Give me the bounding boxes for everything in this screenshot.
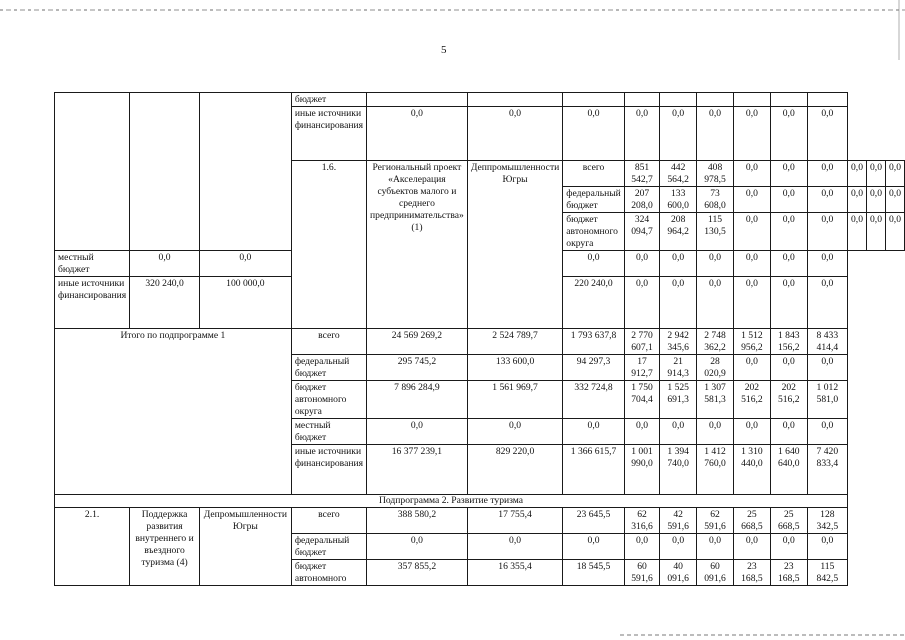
table-value-cell: 0,0 [660, 277, 697, 329]
table-value-cell: 1 001 990,0 [624, 445, 659, 495]
table-value-cell: 0,0 [697, 534, 734, 560]
table-value-cell: 0,0 [770, 213, 807, 251]
table-value-cell: 0,0 [660, 107, 697, 161]
table-value-cell: 1 843 156,2 [770, 329, 807, 355]
table-value-cell: 25 668,5 [733, 508, 770, 534]
table-value-cell: 0,0 [733, 419, 770, 445]
table-label-cell: всего [563, 161, 625, 187]
table-value-cell: 23 168,5 [733, 560, 770, 586]
table-value-cell: 0,0 [733, 355, 770, 381]
table-value-cell: 62 591,6 [697, 508, 734, 534]
table-value-cell: 0,0 [807, 213, 847, 251]
table-empty-cell [770, 93, 807, 107]
table-label-cell: Депромышленности Югры [199, 508, 291, 586]
table-value-cell: 0,0 [697, 251, 734, 277]
table-value-cell: 2.1. [55, 508, 130, 586]
table-value-cell: 0,0 [733, 161, 770, 187]
table-empty-cell [55, 93, 130, 251]
table-value-cell: 0,0 [807, 355, 847, 381]
table-value-cell: 2 524 789,7 [467, 329, 562, 355]
table-label-cell: бюджет автономного округа [563, 213, 625, 251]
table-value-cell: 0,0 [807, 277, 847, 329]
table-label-cell: бюджет автономного [291, 560, 366, 586]
table-value-cell: 7 420 833,4 [807, 445, 847, 495]
table-label-cell: всего [291, 508, 366, 534]
table-value-cell: 0,0 [807, 534, 847, 560]
table-value-cell: 357 855,2 [367, 560, 468, 586]
table-value-cell: 0,0 [624, 277, 659, 329]
table-value-cell: 0,0 [733, 107, 770, 161]
table-label-cell: Итого по подпрограмме 1 [55, 329, 292, 495]
table-value-cell: 0,0 [367, 107, 468, 161]
table-value-cell: 0,0 [697, 107, 734, 161]
table-value-cell: 0,0 [807, 419, 847, 445]
table-value-cell: 220 240,0 [563, 277, 625, 329]
table-value-cell: 0,0 [660, 534, 697, 560]
table-value-cell: 60 591,6 [624, 560, 659, 586]
table-value-cell: 851 542,7 [624, 161, 659, 187]
table-value-cell: 1 394 740,0 [660, 445, 697, 495]
table-value-cell: 62 316,6 [624, 508, 659, 534]
table-value-cell: 128 342,5 [807, 508, 847, 534]
table-empty-cell [199, 93, 291, 251]
table-label-cell: бюджет [291, 93, 366, 107]
table-empty-cell [807, 93, 847, 107]
table-value-cell: 0,0 [563, 419, 625, 445]
table-value-cell: 0,0 [733, 187, 770, 213]
section-header-row [55, 495, 905, 508]
table-value-cell: 0,0 [770, 277, 807, 329]
table-value-cell: 115 130,5 [697, 213, 734, 251]
table-value-cell: 0,0 [367, 534, 468, 560]
table-value-cell: 208 964,2 [660, 213, 697, 251]
table-value-cell: 1 307 581,3 [697, 381, 734, 419]
table-value-cell: 2 942 345,6 [660, 329, 697, 355]
table-value-cell: 1 525 691,3 [660, 381, 697, 419]
table-label-cell: иные источники финансирования [291, 107, 366, 161]
table-label-cell: местный бюджет [55, 251, 130, 277]
table-label-cell: федеральный бюджет [291, 534, 366, 560]
table-value-cell: 0,0 [467, 419, 562, 445]
table-value-cell: 0,0 [867, 213, 886, 251]
table-value-cell: 0,0 [867, 161, 886, 187]
table-row [55, 508, 905, 534]
table-label-cell: всего [291, 329, 366, 355]
table-value-cell: 0,0 [367, 419, 468, 445]
table-value-cell: 23 645,5 [563, 508, 625, 534]
table-value-cell: 324 094,7 [624, 213, 659, 251]
table-value-cell: 0,0 [770, 355, 807, 381]
table-label-cell: бюджет автономного округа [291, 381, 366, 419]
table-empty-cell [733, 93, 770, 107]
table-value-cell: 0,0 [770, 419, 807, 445]
table-value-cell: 0,0 [697, 277, 734, 329]
table-value-cell: 442 564,2 [660, 161, 697, 187]
table-value-cell: 0,0 [467, 534, 562, 560]
table-value-cell: 1 012 581,0 [807, 381, 847, 419]
table-value-cell: 24 569 269,2 [367, 329, 468, 355]
table-label-cell: Поддержка развития внутреннего и въездного туризма (4) [130, 508, 200, 586]
table-value-cell: 0,0 [886, 161, 905, 187]
table-value-cell: 0,0 [770, 161, 807, 187]
table-value-cell: 73 608,0 [697, 187, 734, 213]
scan-edge-top [0, 9, 905, 11]
table-value-cell: 18 545,5 [563, 560, 625, 586]
table-value-cell: 28 020,9 [697, 355, 734, 381]
table-value-cell: 100 000,0 [199, 277, 291, 329]
table-value-cell: 0,0 [886, 187, 905, 213]
table-value-cell: 1.6. [291, 161, 366, 329]
table-value-cell: 0,0 [624, 107, 659, 161]
table-value-cell: 1 412 760,0 [697, 445, 734, 495]
section-title: Подпрограмма 2. Развитие туризма [55, 495, 848, 508]
table-value-cell: 0,0 [733, 251, 770, 277]
table-label-cell: Региональный проект «Акселерация субъектов малого и среднего предпринимательства» (1) [367, 161, 468, 329]
table-value-cell: 0,0 [624, 251, 659, 277]
table-empty-cell [130, 93, 200, 251]
table-value-cell: 202 516,2 [733, 381, 770, 419]
table-value-cell: 21 914,3 [660, 355, 697, 381]
table-value-cell: 202 516,2 [770, 381, 807, 419]
table-value-cell: 0,0 [624, 419, 659, 445]
table-value-cell: 133 600,0 [467, 355, 562, 381]
table-value-cell: 0,0 [807, 161, 847, 187]
table-label-cell: местный бюджет [291, 419, 366, 445]
table-empty-cell [697, 93, 734, 107]
table-value-cell: 332 724,8 [563, 381, 625, 419]
page-number: 5 [441, 44, 447, 56]
table-value-cell: 0,0 [770, 251, 807, 277]
table-value-cell: 1 793 637,8 [563, 329, 625, 355]
table-value-cell: 388 580,2 [367, 508, 468, 534]
table-value-cell: 0,0 [807, 251, 847, 277]
table-value-cell: 0,0 [807, 107, 847, 161]
table-value-cell: 1 640 640,0 [770, 445, 807, 495]
table-label-cell: иные источники финансирования [55, 277, 130, 329]
table-value-cell: 115 842,5 [807, 560, 847, 586]
table-value-cell: 16 355,4 [467, 560, 562, 586]
table-value-cell: 133 600,0 [660, 187, 697, 213]
table-value-cell: 1 310 440,0 [733, 445, 770, 495]
table-value-cell: 0,0 [563, 107, 625, 161]
table-value-cell: 0,0 [848, 187, 867, 213]
table-value-cell: 0,0 [733, 534, 770, 560]
scan-edge-bottom [620, 634, 905, 636]
table-value-cell: 8 433 414,4 [807, 329, 847, 355]
table-value-cell: 0,0 [660, 251, 697, 277]
table-label-cell: федеральный бюджет [563, 187, 625, 213]
table-value-cell: 16 377 239,1 [367, 445, 468, 495]
table-value-cell: 0,0 [848, 161, 867, 187]
table-value-cell: 0,0 [467, 107, 562, 161]
table-value-cell: 295 745,2 [367, 355, 468, 381]
table-value-cell: 42 591,6 [660, 508, 697, 534]
table-value-cell: 23 168,5 [770, 560, 807, 586]
table-value-cell: 1 366 615,7 [563, 445, 625, 495]
table-value-cell: 0,0 [697, 419, 734, 445]
table-value-cell: 40 091,6 [660, 560, 697, 586]
table-empty-cell [660, 93, 697, 107]
table-value-cell: 94 297,3 [563, 355, 625, 381]
table-label-cell: иные источники финансирования [291, 445, 366, 495]
table-value-cell: 0,0 [770, 107, 807, 161]
table-empty-cell [467, 93, 562, 107]
table-empty-cell [367, 93, 468, 107]
table-value-cell: 0,0 [624, 534, 659, 560]
table-value-cell: 1 561 969,7 [467, 381, 562, 419]
scan-edge-right [898, 0, 900, 60]
table-value-cell: 2 748 362,2 [697, 329, 734, 355]
table-value-cell: 0,0 [867, 187, 886, 213]
table-value-cell: 60 091,6 [697, 560, 734, 586]
table-value-cell: 0,0 [199, 251, 291, 277]
table-value-cell: 2 770 607,1 [624, 329, 659, 355]
table-value-cell: 829 220,0 [467, 445, 562, 495]
table-value-cell: 25 668,5 [770, 508, 807, 534]
table-value-cell: 1 750 704,4 [624, 381, 659, 419]
table-value-cell: 207 208,0 [624, 187, 659, 213]
table-value-cell: 0,0 [660, 419, 697, 445]
table-value-cell: 0,0 [130, 251, 200, 277]
table-value-cell: 0,0 [886, 213, 905, 251]
table-value-cell: 408 978,5 [697, 161, 734, 187]
table-label-cell: Деппромышленности Югры [467, 161, 562, 329]
table-value-cell: 0,0 [563, 534, 625, 560]
table-value-cell: 320 240,0 [130, 277, 200, 329]
table-value-cell: 0,0 [770, 187, 807, 213]
table-value-cell: 0,0 [848, 213, 867, 251]
table-row [55, 329, 905, 355]
table-value-cell: 0,0 [770, 534, 807, 560]
table-value-cell: 7 896 284,9 [367, 381, 468, 419]
table-row [55, 93, 905, 107]
table-value-cell: 17 912,7 [624, 355, 659, 381]
table-value-cell: 0,0 [563, 251, 625, 277]
table-empty-cell [563, 93, 625, 107]
table-value-cell: 1 512 956,2 [733, 329, 770, 355]
budget-table [54, 92, 905, 586]
table-value-cell: 0,0 [733, 277, 770, 329]
table-value-cell: 17 755,4 [467, 508, 562, 534]
table-value-cell: 0,0 [807, 187, 847, 213]
table-label-cell: федеральный бюджет [291, 355, 366, 381]
table-value-cell: 0,0 [733, 213, 770, 251]
table-empty-cell [624, 93, 659, 107]
